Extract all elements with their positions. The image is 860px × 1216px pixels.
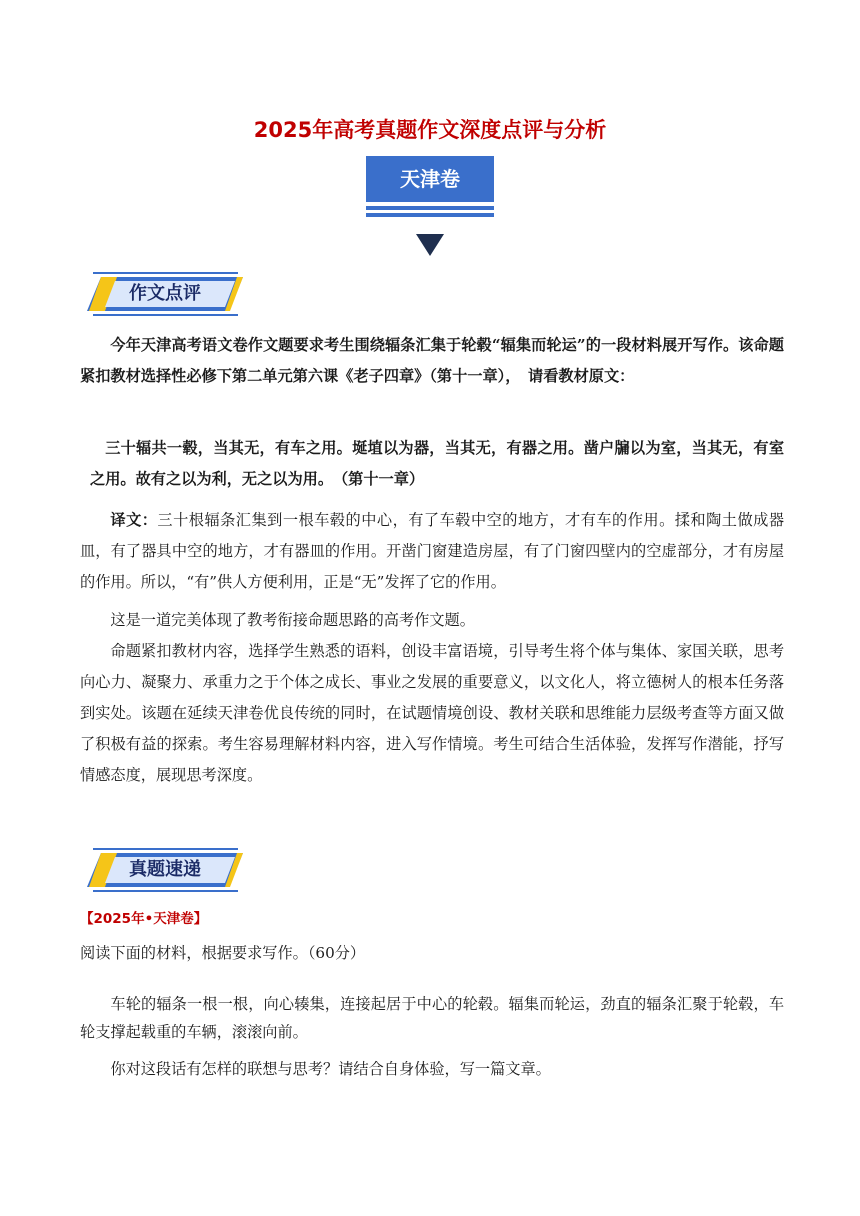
original-text: 三十辐共一毂，当其无，有车之用。埏埴以为器，当其无，有器之用。凿户牖以为室，当其无，有室之用。故有之以为利，无之以为用。 （第十一章） xyxy=(90,439,784,488)
section-rule xyxy=(93,314,238,316)
exam-question: 你对这段话有怎样的联想与思考？请结合自身体验，写一篇文章。 xyxy=(110,1060,551,1078)
section-rule xyxy=(93,890,238,892)
exam-instruction: 阅读下面的材料，根据要求写作。（60分） xyxy=(80,944,366,962)
section-header-exam xyxy=(87,848,243,894)
volume-badge xyxy=(366,156,494,218)
section-rule xyxy=(93,848,238,850)
volume-badge-label: 天津卷 xyxy=(366,156,494,202)
badge-underline xyxy=(366,213,494,217)
translation-text: 三十根辐条汇集到一根车毂的中心，有了车毂中空的地方，才有车的作用。揉和陶土做成器皿，有了器具中空的地方，才有器皿的作用。开凿门窗建造房屋，有了门窗四壁内的空虚部分，才有房屋的作用。所以，“有”供人方便利用，正是“无”发挥了它的作用。 xyxy=(80,511,785,591)
exam-source: 【2025年•天津卷】 xyxy=(80,911,208,927)
down-triangle-icon xyxy=(416,234,444,256)
page-title: 2025年高考真题作文深度点评与分析 xyxy=(253,118,607,142)
section-title: 真题速递 xyxy=(129,859,201,880)
section-header-review xyxy=(87,272,243,318)
translation-label: 译文： xyxy=(110,511,158,529)
exam-material: 车轮的辐条一根一根，向心辏集，连接起居于中心的轮毂。辐集而轮运，劲直的辐条汇聚于轮毂，车轮支撑起载重的车辆，滚滚向前。 xyxy=(80,995,784,1041)
section-rule xyxy=(93,272,238,274)
translation xyxy=(80,505,784,598)
review-paragraph: 命题紧扣教材内容，选择学生熟悉的语料，创设丰富语境，引导考生将个体与集体、家国关联，思考向心力、凝聚力、承重力之于个体之成长、事业之发展的重要意义，以文化人，将立德树人的根本任务落到实处。该题在延续天津卷优良传统的同时，在试题情境创设、教材关联和思维能力层级考查等方面又做了积极有益的探索。考生容易理解材料内容，进入写作情境。考生可结合生活体验，发挥写作潜能，抒写情感态度，展现思考深度。 xyxy=(80,642,784,784)
badge-underline xyxy=(366,206,494,210)
review-intro: 今年天津高考语文卷作文题要求考生围绕辐条汇集于轮毂“辐集而轮运”的一段材料展开写作。该命题紧扣教材选择性必修下第二单元第六课《老子四章》（第十一章）， 请看教材原文： xyxy=(80,336,784,385)
review-paragraph: 这是一道完美体现了教考衔接命题思路的高考作文题。 xyxy=(110,611,475,629)
section-title: 作文点评 xyxy=(129,283,201,304)
